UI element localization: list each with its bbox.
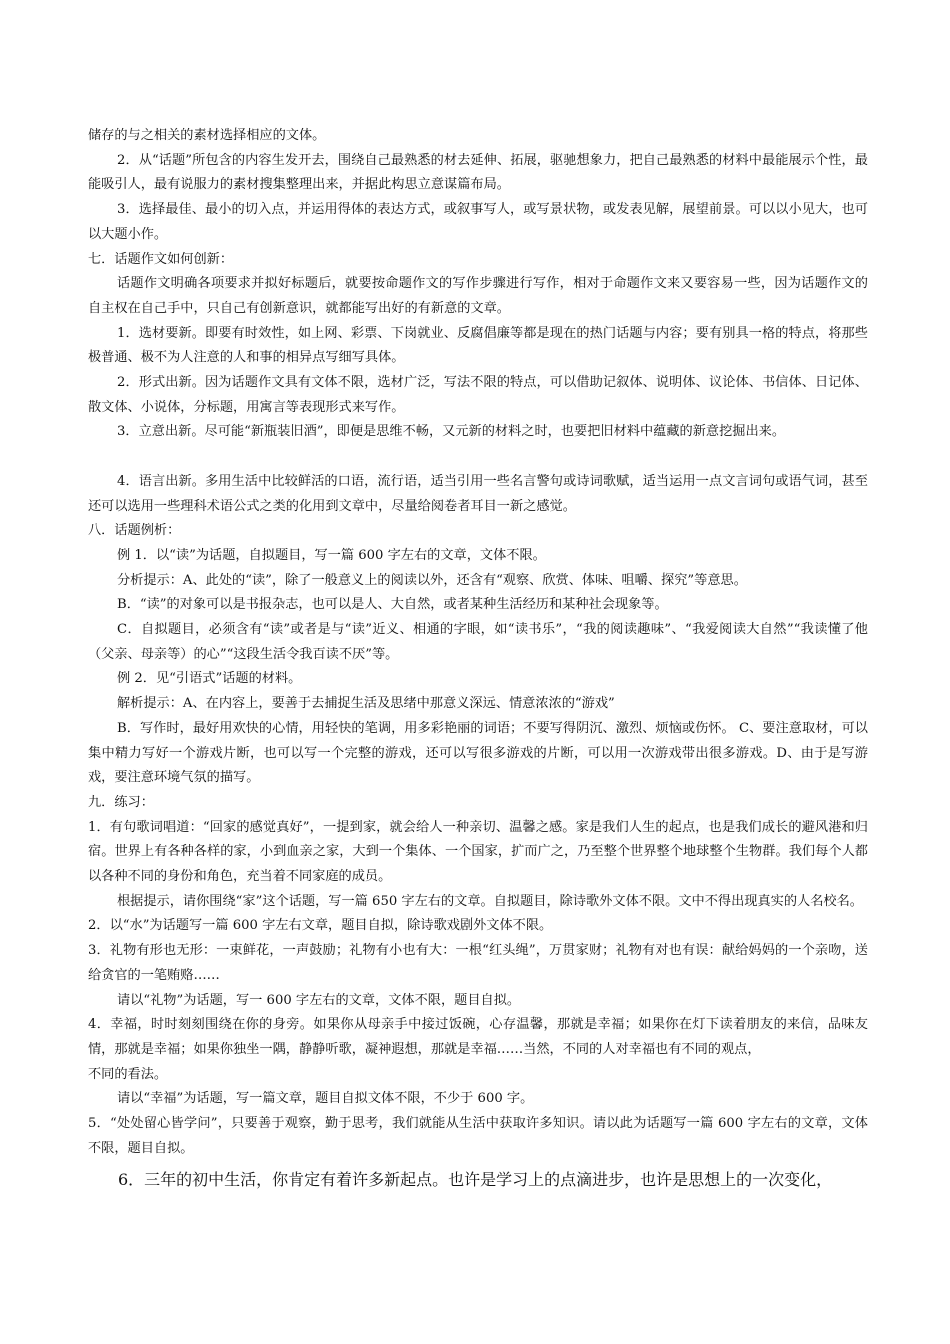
paragraph: 储存的与之相关的素材选择相应的文体。 xyxy=(88,128,326,143)
paragraph: 解析提示：A、在内容上，要善于去捕捉生活及思绪中那意义深远、情意浓浓的“游戏” xyxy=(117,696,615,712)
section-heading: 八．话题例析： xyxy=(88,523,181,539)
paragraph: 2．形式出新。因为话题作文具有文体不限，选材广泛，写法不限的特点，可以借助记叙体、说明体、议论体、书信体、日记体、散文体、小说体，分标题，用寓言等表现形式来写作。 xyxy=(88,375,868,415)
paragraph: B．写作时，最好用欢快的心情，用轻快的笔调，用多彩艳丽的词语；不要写得阴沉、激烈、烦恼或伤怀。 C、要注意取材，可以集中精力写好一个游戏片断，也可以写一个完整的游戏，还可以写很多游戏的片断，可以用一次游戏带出很多游戏。D、由于是写游戏，要注意环境气氛的描写。 xyxy=(88,720,868,786)
paragraph: 1．有句歌词唱道：“回家的感觉真好”，一提到家，就会给人一种亲切、温馨之感。家是我们人生的起点，也是我们成长的避风港和归宿。世界上有各种各样的家，小到血亲之家，大到一个集体、一个国家，扩而广之，乃至整个世界整个地球整个生物群。我们每个人都以各种不同的身份和角色，充当着不同家庭的成员。 xyxy=(88,819,868,885)
paragraph: 例 2．见“引语式”话题的材料。 xyxy=(117,671,302,687)
paragraph: 4．语言出新。多用生活中比较鲜活的口语，流行语，适当引用一些名言警句或诗词歌赋，适当运用一点文言词句或语气词，甚至还可以选用一些理科术语公式之类的化用到文章中，尽量给阅卷者耳目一新之感觉。 xyxy=(88,473,868,514)
paragraph: 3．礼物有形也无形：一束鲜花，一声鼓励；礼物有小也有大：一根“红头绳”，万贯家财；礼物有对也有误：献给妈妈的一个亲吻，送给贪官的一笔贿赂…… xyxy=(88,943,868,983)
section-heading: 九．练习： xyxy=(88,794,154,810)
paragraph: 根据提示，请你围绕“家”这个话题，写一篇 650 字左右的文章。自拟题目，除诗歌外文体不限。文中不得出现真实的人名校名。 xyxy=(117,893,863,909)
document-body xyxy=(88,124,868,1194)
paragraph: 6．三年的初中生活，你肯定有着许多新起点。也许是学习上的点滴进步，也许是思想上的一次变化， xyxy=(118,1169,833,1189)
blank-line xyxy=(88,445,868,470)
paragraph: 分析提示：A、此处的“读”，除了一般意义上的阅读以外，还含有“观察、欣赏、体味、咀嚼、探究”等意思。 xyxy=(117,572,747,588)
paragraph: C．自拟题目，必须含有“读”或者是与“读”近义、相通的字眼，如“读书乐”，“我的阅读趣味”、“我爱阅读大自然”“我读懂了他（父亲、母亲等）的心”“这段生活令我百读不厌”等。 xyxy=(88,622,868,662)
paragraph: 2．从“话题”所包含的内容生发开去，围绕自己最熟悉的材去延伸、拓展，驱驰想象力，把自己最熟悉的材料中最能展示个性，最能吸引人，最有说服力的素材搜集整理出来，并据此构思立意谋篇布局。 xyxy=(88,152,868,193)
paragraph: 4．幸福，时时刻刻围绕在你的身旁。如果你从母亲手中接过饭碗，心存温馨，那就是幸福；如果你在灯下读着朋友的来信，品味友情，那就是幸福；如果你独坐一隅，静静听歌，凝神遐想，那就是幸福……当然，不同的人对幸福也有不同的观点， xyxy=(88,1017,868,1057)
paragraph: 不同的看法。 xyxy=(88,1066,168,1082)
paragraph: 3．立意出新。尽可能“新瓶装旧酒”，即便是思维不畅，又元新的材料之时，也要把旧材料中蕴藏的新意挖掘出来。 xyxy=(117,424,786,440)
paragraph: B．“读”的对象可以是书报杂志，也可以是人、大自然，或者某种生活经历和某种社会现象等。 xyxy=(117,597,668,613)
paragraph: 请以“幸福”为话题，写一篇文章，题目自拟文体不限，不少于 600 字。 xyxy=(117,1091,534,1107)
paragraph: 例 1．以“读”为话题，自拟题目，写一篇 600 字左右的文章，文体不限。 xyxy=(117,547,546,563)
paragraph: 话题作文明确各项要求并拟好标题后，就要按命题作文的写作步骤进行写作，相对于命题作文来又要容易一些，因为话题作文的自主权在自己手中，只自己有创新意识，就都能写出好的有新意的文章。 xyxy=(88,276,868,316)
paragraph: 1．选材要新。即要有时效性，如上网、彩票、下岗就业、反腐倡廉等都是现在的热门话题与内容；要有别具一格的特点，将那些极普通、极不为人注意的人和事的相异点写细写具体。 xyxy=(88,325,868,366)
paragraph: 2．以“水”为话题写一篇 600 字左右文章，题目自拟，除诗歌戏剧外文体不限。 xyxy=(88,918,553,934)
paragraph: 5．“处处留心皆学问”，只要善于观察，勤于思考，我们就能从生活中获取许多知识。请以此为话题写一篇 600 字左右的文章，文体不限，题目自拟。 xyxy=(88,1116,868,1156)
paragraph: 请以“礼物”为话题，写一 600 字左右的文章，文体不限，题目自拟。 xyxy=(117,992,521,1008)
paragraph: 3．选择最佳、最小的切入点，并运用得体的表达方式，或叙事写人，或写景状物，或发表见解，展望前景。可以以小见大，也可以大题小作。 xyxy=(88,202,868,242)
section-heading: 七．话题作文如何创新： xyxy=(88,251,234,267)
